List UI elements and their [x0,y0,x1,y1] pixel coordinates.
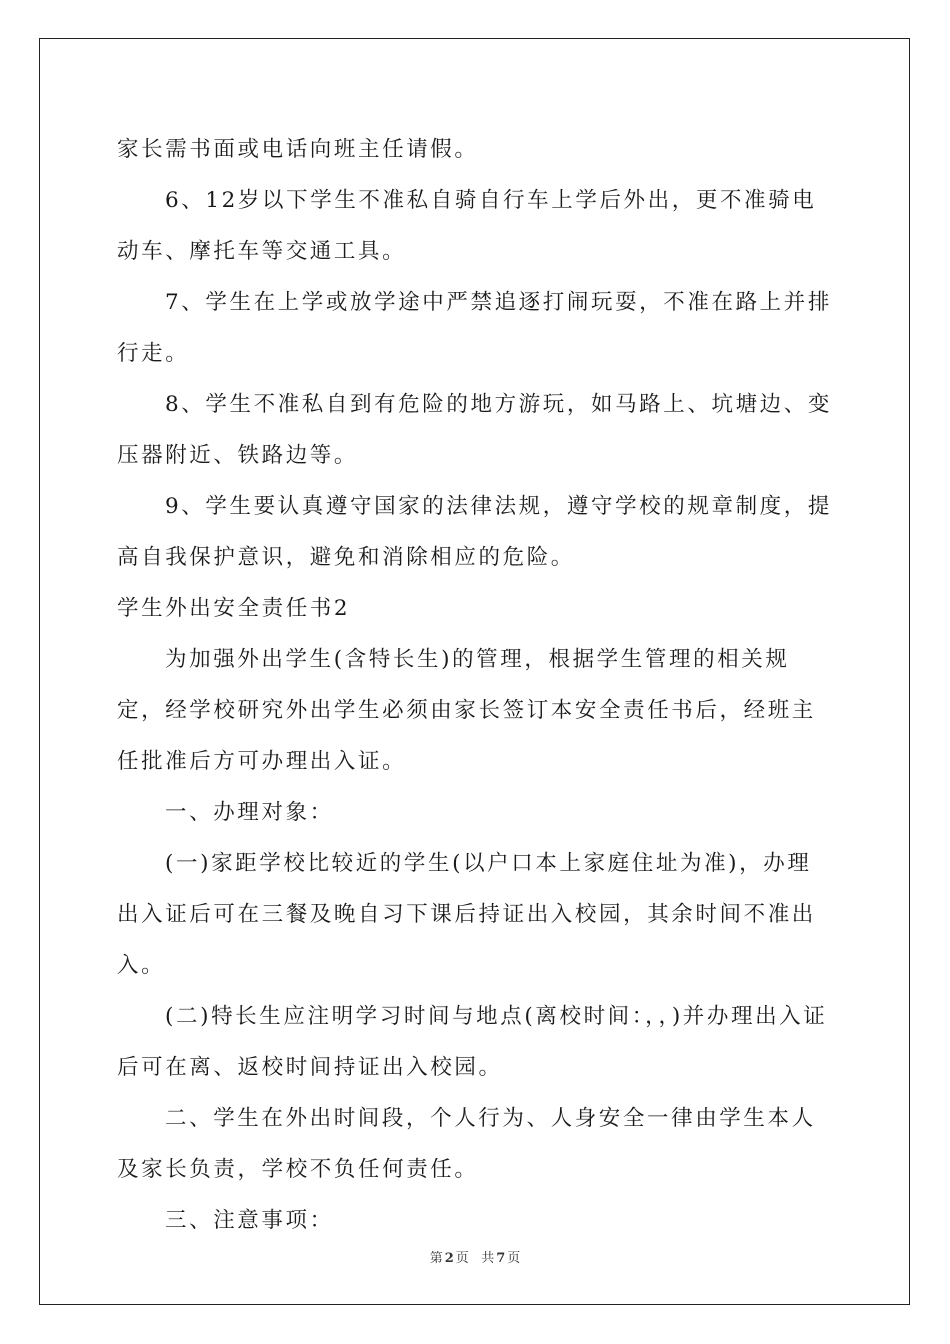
footer-page-suffix: 页 [455,1251,469,1266]
footer-prefix: 第 [429,1251,443,1266]
page-footer [0,1247,950,1266]
footer-page-number: 2 [444,1251,454,1266]
paragraph-9: (二)特长生应注明学习时间与地点(离校时间：，，)并办理出入证后可在离、返校时间持证出入校园。 [117,1004,828,1080]
footer-total-prefix: 共 [481,1251,495,1266]
footer-total-suffix: 页 [507,1251,521,1266]
document-body [117,124,833,1246]
paragraph-1: 6、12岁以下学生不准私自骑自行车上学后外出，更不准骑电动车、摩托车等交通工具。 [117,188,817,264]
paragraph-2: 7、学生在上学或放学途中严禁追逐打闹玩耍，不准在路上并排行走。 [117,290,832,366]
paragraph-3: 8、学生不准私自到有危险的地方游玩，如马路上、坑塘边、变压器附近、铁路边等。 [117,392,832,468]
paragraph-11: 三、注意事项： [165,1208,334,1233]
section-heading: 学生外出安全责任书2 [117,596,351,621]
paragraph-10: 二、学生在外出时间段，个人行为、人身安全一律由学生本人及家长负责，学校不负任何责任。 [117,1106,816,1182]
paragraph-6: 为加强外出学生(含特长生)的管理，根据学生管理的相关规定，经学校研究外出学生必须由家长签订本安全责任书后，经班主任批准后方可办理出入证。 [117,647,816,774]
footer-total-pages: 7 [496,1251,506,1266]
paragraph-0: 家长需书面或电话向班主任请假。 [117,137,479,162]
paragraph-7: 一、办理对象： [165,800,334,825]
paragraph-4: 9、学生要认真遵守国家的法律法规，遵守学校的规章制度，提高自我保护意识，避免和消除相应的危险。 [117,494,832,570]
paragraph-8: (一)家距学校比较近的学生(以户口本上家庭住址为准)，办理出入证后可在三餐及晚自习下课后持证出入校园，其余时间不准出入。 [117,851,816,978]
